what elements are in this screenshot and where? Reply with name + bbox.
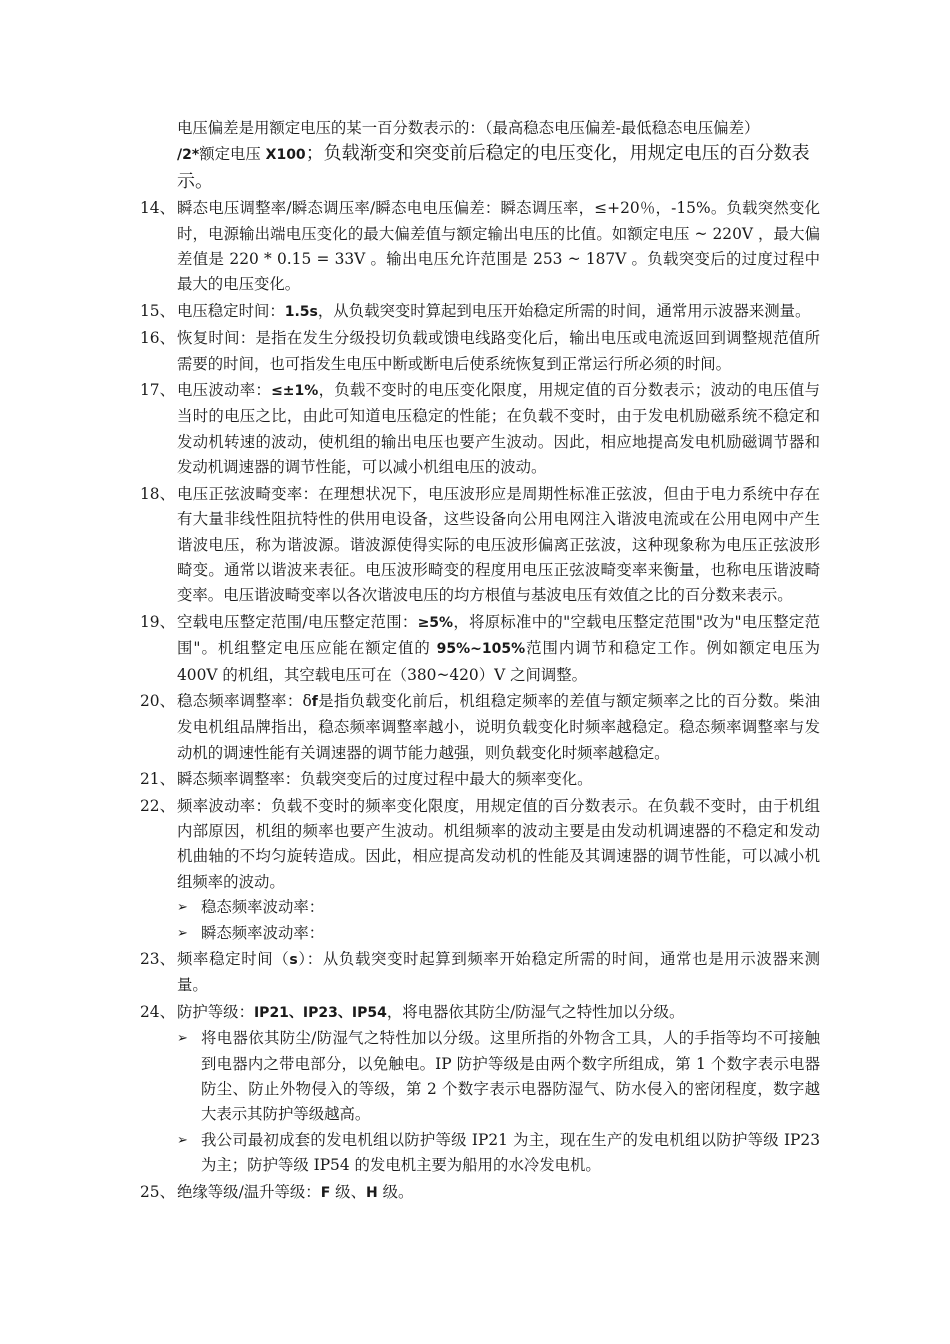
item-label: 绝缘等级/温升等级：: [177, 1182, 321, 1201]
item-number: 17、: [140, 381, 175, 400]
intro-formula-part: /2*: [177, 147, 200, 164]
item-grade-sep: 级、: [330, 1182, 366, 1201]
sub-bullet-ip-definition: [140, 1026, 820, 1128]
item-description: ，负载不变时的电压变化限度，用规定值的百分数表示；波动的电压值与当时的电压之比，由此可知道电压稳定的性能；在负载不变时，由于发电机励磁系统不稳定和发动机转速的波动，使机组的输出电压也要产生波动。因此，相应地提高发电机励磁调节器和发动机调速器的调节性能，可以减小机组电压的波动。: [177, 381, 820, 477]
list-item-19: [140, 610, 820, 688]
item-grade-f: F: [320, 1184, 331, 1201]
item-range: 95%~105%: [436, 641, 526, 658]
item-description: ，将电器依其防尘/防湿气之特性加以分级。: [386, 1002, 685, 1021]
item-number: 14、: [140, 199, 175, 218]
sub-bullet-ip-company: [140, 1128, 820, 1179]
item-text: [177, 299, 820, 325]
intro-paragraph: [140, 116, 820, 195]
item-label: 电压稳定时间：: [177, 301, 285, 320]
list-item-21: [140, 767, 820, 792]
item-value: 1.5s: [284, 303, 318, 320]
item-description: 是指负载变化前后，机组稳定频率的差值与额定频率之比的百分数。柴油发电机组品牌指出，稳态频率调整率越小，说明负载变化时频率越稳定。稳态频率调整率与发动机的调速性能有关调速器的调节能力越强，则负载变化时频率越稳定。: [177, 691, 820, 762]
item-text: [177, 378, 820, 481]
item-number: 21、: [140, 770, 175, 789]
sub-bullet-transient-freq: [140, 921, 820, 946]
item-value: ≤±1%: [271, 383, 319, 400]
item-value: IP21、IP23、IP54: [253, 1004, 387, 1021]
sub-bullet-text: 瞬态频率波动率：: [201, 923, 325, 942]
item-number: 22、: [140, 796, 175, 815]
intro-text-rest: ；负载渐变和突变前后稳定的电压变化，用规定电压的百分数表示。: [177, 143, 810, 192]
item-description: ）：从负载突变时起算到频率开始稳定所需的时间，通常也是用示波器来测量。: [177, 950, 820, 995]
list-item-18: [140, 482, 820, 609]
item-text: [177, 1000, 820, 1026]
item-label: 空载电压整定范围/电压整定范围：: [177, 612, 418, 631]
list-item-14: [140, 196, 820, 298]
item-number: 19、: [140, 612, 175, 631]
item-number: 24、: [140, 1002, 175, 1021]
list-item-17: [140, 378, 820, 481]
list-item-16: [140, 326, 820, 377]
item-label: 稳态频率调整率：δ: [177, 691, 312, 710]
list-item-25: [140, 1180, 820, 1206]
intro-text-part: 额定电压: [199, 145, 266, 164]
arrow-bullet-icon: ➢: [177, 900, 188, 916]
sub-bullet-text: 我公司最初成套的发电机组以防护等级 IP21 为主，现在生产的发电机组以防护等级 IP23 为主；防护等级 IP54 的发电机主要为船用的水冷发电机。: [201, 1130, 820, 1175]
item-number: 25、: [140, 1182, 175, 1201]
item-number: 18、: [140, 484, 175, 503]
list-item-20: [140, 689, 820, 766]
arrow-bullet-icon: ➢: [177, 1031, 188, 1047]
list-item-15: [140, 299, 820, 325]
item-text: [177, 689, 820, 766]
item-description-rest: 范围内调节和稳定工作。例如额定电压为 400V 的机组，其空载电压可在（380~420）V 之间调整。: [177, 639, 820, 684]
item-grade-h: H: [365, 1184, 378, 1201]
item-number: 16、: [140, 329, 175, 348]
item-text: 瞬态频率调整率：负载突变后的过度过程中最大的频率变化。: [177, 770, 593, 789]
item-description: ，将原标准中的"空载电压整定范围"改为"电压整定范围"。机组整定电压应能在额定值的: [177, 612, 820, 658]
sub-bullet-text: 稳态频率波动率：: [201, 898, 325, 917]
item-number: 15、: [140, 301, 175, 320]
item-label: 防护等级：: [177, 1002, 254, 1021]
item-text: [177, 1180, 820, 1206]
item-value: ≥5%: [417, 614, 454, 631]
item-unit: s: [289, 952, 298, 968]
item-label: 电压波动率：: [177, 381, 272, 400]
item-number: 20、: [140, 691, 175, 710]
sub-bullet-steady-freq: [140, 895, 820, 920]
item-description: ，从负载突变时算起到电压开始稳定所需的时间，通常用示波器来测量。: [317, 301, 811, 320]
list-item-24: [140, 1000, 820, 1026]
item-label: 频率稳定时间（: [177, 950, 290, 968]
item-text: 瞬态电压调整率/瞬态调压率/瞬态电电压偏差：瞬态调压率，≤+20％，-15%。负载突然变化时，电源输出端电压变化的最大偏差值与额定输出电压的比值。如额定电压 ~ 220V ，最大偏差值是 220 * 0.15 = 33V 。输出电压允许范围是 253 ~ 187V 。负载突变后的过度过程中最大的电压变化。: [177, 199, 820, 294]
item-text: [177, 610, 820, 688]
item-symbol: f: [311, 693, 318, 710]
item-grade-end: 级。: [377, 1182, 414, 1201]
arrow-bullet-icon: ➢: [177, 925, 188, 941]
item-number: 23、: [140, 950, 175, 968]
intro-line-1: 电压偏差是用额定电压的某一百分数表示的：（最高稳态电压偏差-最低稳态电压偏差）: [177, 119, 760, 137]
item-text: 恢复时间：是指在发生分级投切负载或馈电线路变化后，输出电压或电流返回到调整规范值所需要的时间，也可指发生电压中断或断电后使系统恢复到正常运行所必须的时间。: [177, 329, 820, 373]
sub-bullet-text: 将电器依其防尘/防湿气之特性加以分级。这里所指的外物含工具，人的手指等均不可接触到电器内之带电部分，以免触电。IP 防护等级是由两个数字所组成，第 1 个数字表示电器防尘、防止外物侵入的等级，第 2 个数字表示电器防湿气、防水侵入的密闭程度，数字越大表示其防护等级越高。: [201, 1029, 820, 1124]
item-text: 频率波动率：负载不变时的频率变化限度，用规定值的百分数表示。在负载不变时，由于机组内部原因，机组的频率也要产生波动。机组频率的波动主要是由发动机调速器的不稳定和发动机曲轴的不均匀旋转造成。因此，相应提高发动机的性能及其调速器的调节性能，可以减小机组频率的波动。: [177, 796, 820, 891]
item-text: 电压正弦波畸变率：在理想状况下，电压波形应是周期性标准正弦波，但由于电力系统中存在有大量非线性阻抗特性的供用电设备，这些设备向公用电网注入谐波电流或在公用电网中产生谐波电压，称为谐波源。谐波源使得实际的电压波形偏离正弦波，这种现象称为电压正弦波形畸变。通常以谐波来表征。电压波形畸变的程度用电压正弦波畸变率来衡量，也称电压谐波畸变率。电压谐波畸变率以各次谐波电压的均方根值与基波电压有效值之比的百分数来表示。: [177, 484, 820, 605]
intro-formula-factor: X100: [265, 147, 306, 164]
list-item-23: [140, 947, 820, 999]
document-body: [140, 116, 820, 1206]
list-item-22: [140, 794, 820, 896]
arrow-bullet-icon: ➢: [177, 1132, 188, 1148]
item-text: [177, 947, 820, 999]
